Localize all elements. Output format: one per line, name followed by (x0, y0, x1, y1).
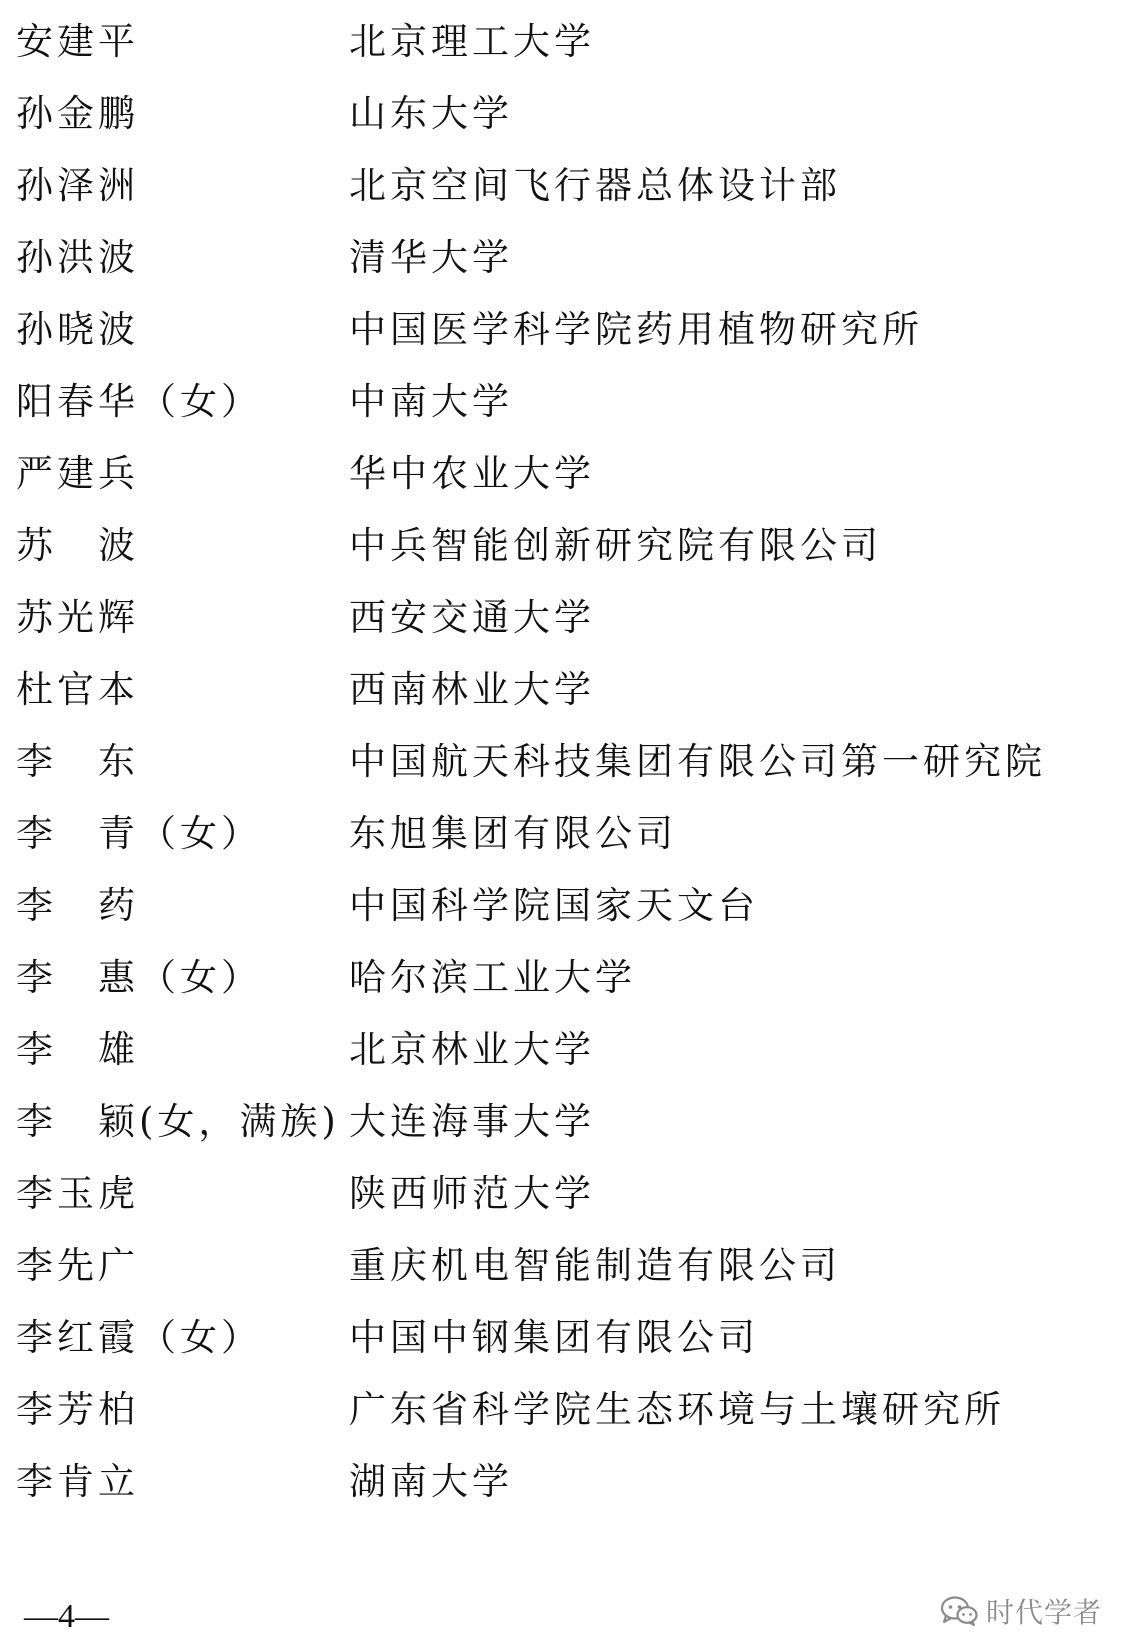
person-name: 李芳柏 (16, 1388, 139, 1431)
list-item (0, 444, 1130, 504)
organization: 中兵智能创新研究院有限公司 (349, 524, 882, 567)
person-name: 李 青（女） (16, 812, 262, 855)
organization: 中国航天科技集团有限公司第一研究院 (349, 740, 1046, 783)
list-item (0, 228, 1130, 288)
organization: 湖南大学 (349, 1460, 513, 1503)
person-name: 孙泽洲 (16, 164, 139, 207)
person-name: 李 惠（女） (16, 956, 262, 999)
watermark (940, 1589, 1102, 1633)
wechat-icon (940, 1595, 978, 1627)
organization: 重庆机电智能制造有限公司 (349, 1244, 841, 1287)
organization: 西安交通大学 (349, 596, 595, 639)
person-name: 孙晓波 (16, 308, 139, 351)
person-name: 李先广 (16, 1244, 139, 1287)
list-item (0, 1020, 1130, 1080)
person-name: 苏光辉 (16, 596, 139, 639)
person-name: 严建兵 (16, 452, 139, 495)
organization: 哈尔滨工业大学 (349, 956, 636, 999)
list-item (0, 1452, 1130, 1512)
person-name: 孙金鹏 (16, 92, 139, 135)
organization: 北京空间飞行器总体设计部 (349, 164, 841, 207)
list-item (0, 1308, 1130, 1368)
list-item (0, 372, 1130, 432)
person-name: 李红霞（女） (16, 1316, 262, 1359)
organization: 广东省科学院生态环境与土壤研究所 (349, 1388, 1005, 1431)
list-item (0, 12, 1130, 72)
organization: 华中农业大学 (349, 452, 595, 495)
person-name: 李 药 (16, 884, 139, 927)
person-name: 孙洪波 (16, 236, 139, 279)
organization: 大连海事大学 (349, 1100, 595, 1143)
list-item (0, 588, 1130, 648)
organization: 陕西师范大学 (349, 1172, 595, 1215)
organization: 西南林业大学 (349, 668, 595, 711)
page-number: —4— (24, 1598, 109, 1635)
watermark-text: 时代学者 (986, 1596, 1103, 1629)
list-item (0, 948, 1130, 1008)
list-item (0, 1092, 1130, 1152)
list-item (0, 660, 1130, 720)
list-item (0, 732, 1130, 792)
person-name: 苏 波 (16, 524, 139, 567)
organization: 北京理工大学 (349, 20, 595, 63)
list-item (0, 804, 1130, 864)
organization: 清华大学 (349, 236, 513, 279)
person-name: 李肯立 (16, 1460, 139, 1503)
list-item (0, 300, 1130, 360)
organization: 北京林业大学 (349, 1028, 595, 1071)
list-item (0, 1164, 1130, 1224)
person-name: 阳春华（女） (16, 380, 262, 423)
list-item (0, 84, 1130, 144)
list-item (0, 1236, 1130, 1296)
organization: 山东大学 (349, 92, 513, 135)
list-item (0, 1380, 1130, 1440)
organization: 中国中钢集团有限公司 (349, 1316, 759, 1359)
organization: 中国医学科学院药用植物研究所 (349, 308, 923, 351)
person-name: 杜官本 (16, 668, 139, 711)
person-name: 李 颖(女，满族) (16, 1100, 340, 1143)
organization: 东旭集团有限公司 (349, 812, 677, 855)
list-item (0, 516, 1130, 576)
person-name: 李 雄 (16, 1028, 139, 1071)
organization: 中南大学 (349, 380, 513, 423)
person-name: 李 东 (16, 740, 139, 783)
person-name: 安建平 (16, 20, 139, 63)
list-item (0, 156, 1130, 216)
person-name: 李玉虎 (16, 1172, 139, 1215)
list-item (0, 876, 1130, 936)
organization: 中国科学院国家天文台 (349, 884, 759, 927)
